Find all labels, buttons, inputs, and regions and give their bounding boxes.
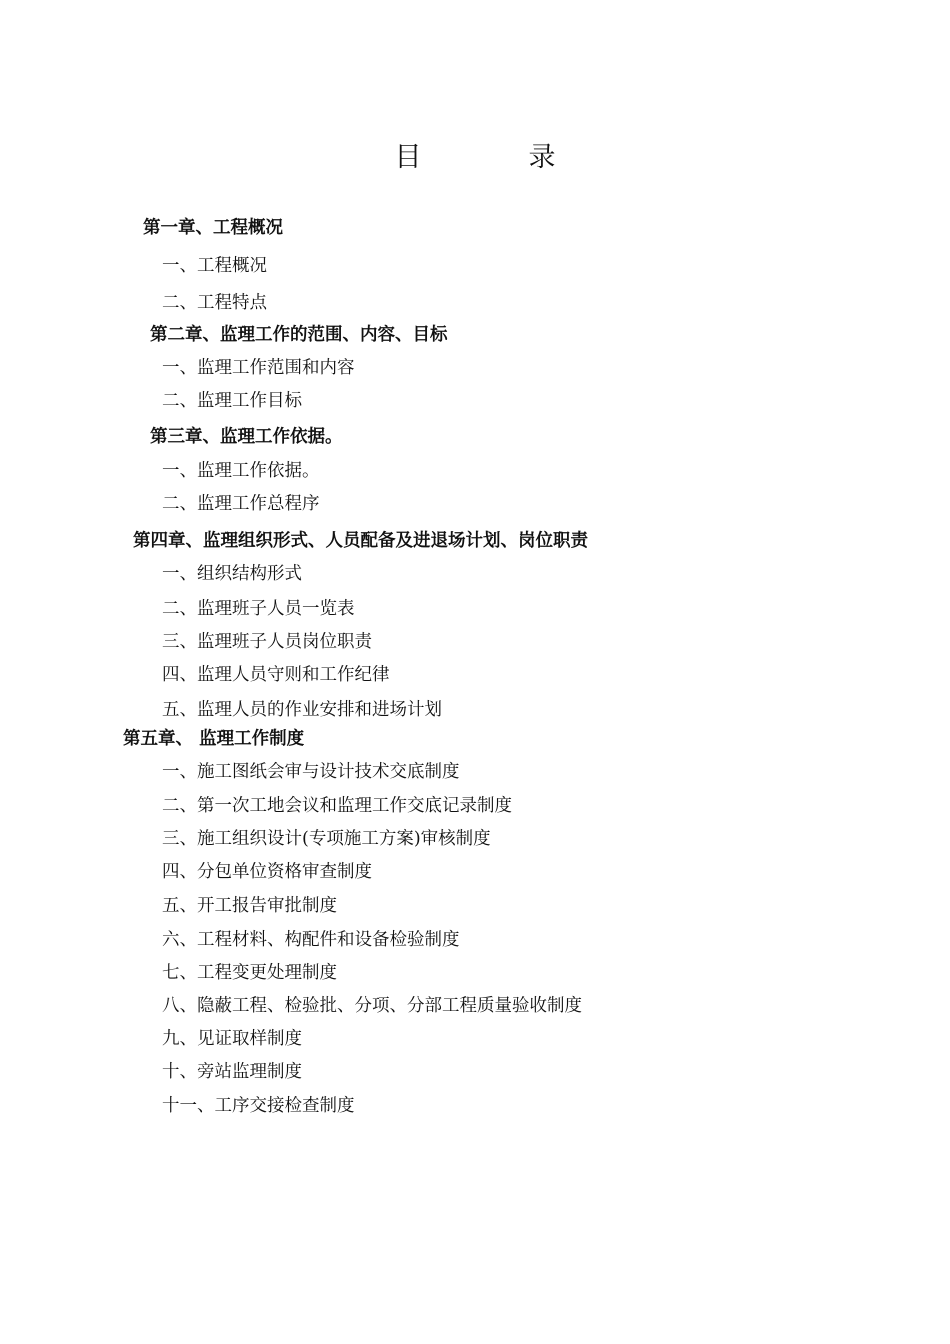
- toc-section-3-2: 二、监理工作总程序: [162, 494, 320, 514]
- toc-section-5-2: 二、第一次工地会议和监理工作交底记录制度: [162, 796, 512, 816]
- toc-section-5-1: 一、施工图纸会审与设计技术交底制度: [162, 762, 460, 782]
- toc-section-1-1: 一、工程概况: [162, 256, 267, 276]
- toc-section-4-2: 二、监理班子人员一览表: [162, 599, 355, 619]
- toc-section-2-2: 二、监理工作目标: [162, 391, 302, 411]
- toc-section-5-3: 三、施工组织设计(专项施工方案)审核制度: [162, 829, 491, 849]
- toc-section-5-5: 五、开工报告审批制度: [162, 896, 337, 916]
- toc-section-5-11: 十一、工序交接检查制度: [162, 1096, 355, 1116]
- toc-section-5-4: 四、分包单位资格审查制度: [162, 862, 372, 882]
- toc-section-3-1: 一、监理工作依据。: [162, 461, 320, 481]
- toc-section-5-9: 九、见证取样制度: [162, 1029, 302, 1049]
- toc-section-1-2: 二、工程特点: [162, 293, 267, 313]
- toc-section-4-4: 四、监理人员守则和工作纪律: [162, 665, 390, 685]
- toc-chapter-5: 第五章、 监理工作制度: [123, 729, 305, 749]
- toc-section-5-10: 十、旁站监理制度: [162, 1062, 302, 1082]
- toc-section-5-8: 八、隐蔽工程、检验批、分项、分部工程质量验收制度: [162, 996, 582, 1016]
- toc-section-5-6: 六、工程材料、构配件和设备检验制度: [162, 930, 460, 950]
- toc-section-4-3: 三、监理班子人员岗位职责: [162, 632, 372, 652]
- toc-section-4-1: 一、组织结构形式: [162, 564, 302, 584]
- toc-section-5-7: 七、工程变更处理制度: [162, 963, 337, 983]
- toc-chapter-1: 第一章、工程概况: [143, 218, 283, 238]
- toc-section-4-5: 五、监理人员的作业安排和进场计划: [162, 700, 442, 720]
- page-title: 目 录: [394, 142, 596, 173]
- toc-chapter-2: 第二章、监理工作的范围、内容、目标: [150, 325, 448, 345]
- toc-chapter-4: 第四章、监理组织形式、人员配备及进退场计划、岗位职责: [133, 531, 588, 551]
- toc-chapter-3: 第三章、监理工作依据。: [150, 427, 343, 447]
- toc-section-2-1: 一、监理工作范围和内容: [162, 358, 355, 378]
